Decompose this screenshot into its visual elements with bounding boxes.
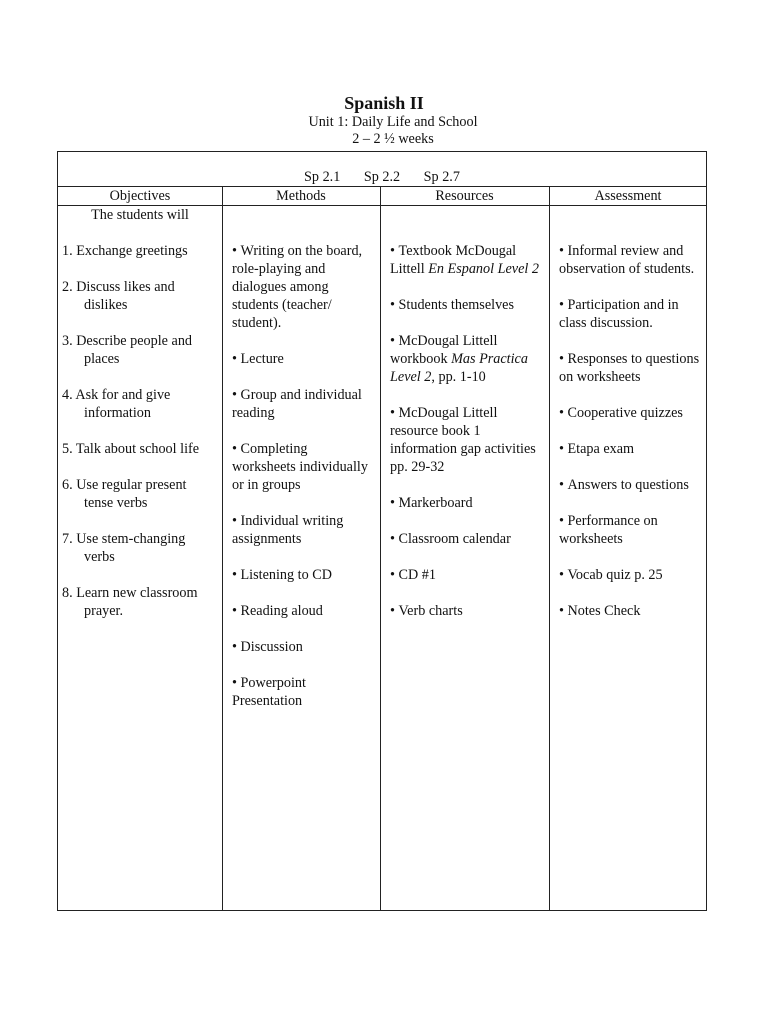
- resource-text: Students themselves: [398, 297, 514, 313]
- curriculum-table: [57, 151, 707, 911]
- resource-item: [390, 566, 542, 584]
- objective-item: 4. Ask for and give information: [62, 387, 171, 421]
- resource-text: Textbook McDougal Littell: [390, 243, 517, 277]
- objective-item: 8. Learn new classroom prayer.: [62, 585, 198, 619]
- resource-text: McDougal Littell workbook: [390, 333, 498, 367]
- method-item: • Individual writing assignments: [232, 512, 372, 548]
- column-divider: [549, 186, 550, 910]
- resource-item: [390, 404, 542, 476]
- method-item: • Completing worksheets individually or in groups: [232, 440, 372, 494]
- objectives-intro: The students will: [91, 207, 189, 223]
- resource-text: Classroom calendar: [398, 531, 511, 547]
- objective-item: 1. Exchange greetings: [62, 243, 188, 259]
- resource-item: [390, 332, 542, 386]
- header-assessment: Assessment: [594, 188, 662, 204]
- unit-duration: 2 – 2 ½ weeks: [352, 131, 434, 147]
- assessment-item: • Informal review and observation of students.: [559, 242, 705, 278]
- header-methods: Methods: [276, 188, 326, 204]
- method-item: • Listening to CD: [232, 566, 372, 584]
- method-item: • Reading aloud: [232, 602, 372, 620]
- header-objectives: Objectives: [109, 188, 171, 204]
- standard-code: Sp 2.1: [304, 169, 341, 185]
- assessment-item: • Responses to questions on worksheets: [559, 350, 705, 386]
- method-item: • Powerpoint Presentation: [232, 674, 372, 710]
- resource-item: [390, 530, 542, 548]
- resources-column: [390, 206, 542, 620]
- methods-column: [232, 206, 372, 710]
- method-item: • Lecture: [232, 350, 372, 368]
- resource-text: Verb charts: [398, 603, 463, 619]
- assessment-item: • Notes Check: [559, 602, 705, 620]
- objectives-column: [62, 206, 218, 620]
- column-divider: [222, 186, 223, 910]
- resource-title: Mas Practica Level 2: [390, 351, 528, 385]
- objective-item: 2. Discuss likes and dislikes: [62, 279, 175, 313]
- unit-subtitle: [0, 114, 768, 148]
- resource-text: McDougal Littell resource book 1 information gap activities pp. 29-32: [390, 405, 536, 475]
- assessment-item: • Answers to questions: [559, 476, 705, 494]
- method-item: • Writing on the board, role-playing and dialogues among students (teacher/ student).: [232, 242, 372, 332]
- header-resources: Resources: [435, 188, 494, 204]
- standards-row: [58, 168, 706, 186]
- assessment-column: [559, 206, 705, 620]
- objective-item: 6. Use regular present tense verbs: [62, 477, 187, 511]
- resource-text: , pp. 1-10: [431, 369, 486, 385]
- column-divider: [380, 186, 381, 910]
- resource-text: Markerboard: [398, 495, 473, 511]
- objective-item: 3. Describe people and places: [62, 333, 193, 367]
- resource-text: CD #1: [398, 567, 436, 583]
- resource-title: En Espanol Level 2: [428, 261, 539, 277]
- objective-item: 7. Use stem-changing verbs: [62, 531, 186, 565]
- assessment-item: • Cooperative quizzes: [559, 404, 705, 422]
- unit-name: Unit 1: Daily Life and School: [308, 114, 478, 130]
- assessment-item: • Vocab quiz p. 25: [559, 566, 705, 584]
- assessment-item: • Performance on worksheets: [559, 512, 705, 548]
- resource-item: [390, 602, 542, 620]
- assessment-item: • Participation and in class discussion.: [559, 296, 705, 332]
- standard-code: Sp 2.2: [363, 169, 401, 185]
- objective-item: 5. Talk about school life: [62, 441, 200, 457]
- standard-code: Sp 2.7: [423, 169, 460, 185]
- resource-item: [390, 296, 542, 314]
- method-item: • Discussion: [232, 638, 372, 656]
- resource-item: [390, 242, 542, 278]
- page-title: Spanish II: [344, 93, 424, 113]
- method-item: • Group and individual reading: [232, 386, 372, 422]
- resource-item: [390, 494, 542, 512]
- assessment-item: • Etapa exam: [559, 440, 705, 458]
